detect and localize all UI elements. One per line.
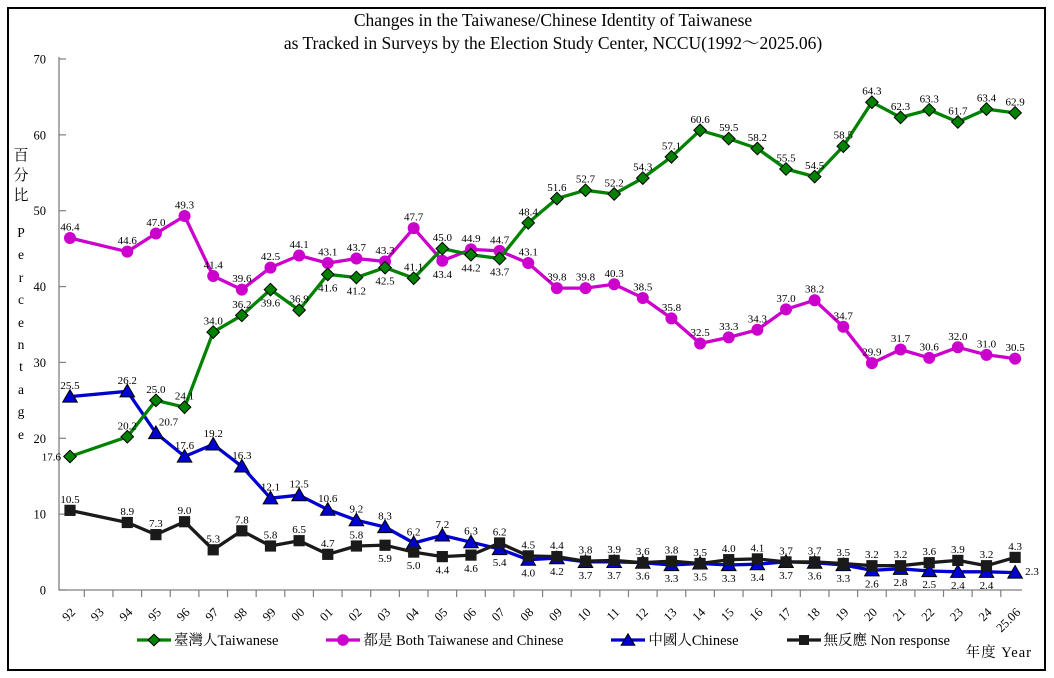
both-point-label: 43.1 xyxy=(318,246,338,259)
x-tick-label: 16 xyxy=(746,605,766,624)
taiwanese-point-label: 43.7 xyxy=(489,266,510,279)
taiwanese-point-label: 54.5 xyxy=(805,160,825,173)
legend-label-chinese: 中國人Chinese xyxy=(648,633,739,649)
both-marker xyxy=(694,337,706,349)
taiwanese-point-label: 24.1 xyxy=(174,390,195,403)
both-marker xyxy=(665,312,677,324)
non-response-point-label: 3.5 xyxy=(693,546,707,559)
both-marker xyxy=(837,321,849,333)
taiwanese-point-label: 36.2 xyxy=(232,298,252,311)
chinese-point-label: 25.5 xyxy=(60,380,80,393)
both-point-label: 43.1 xyxy=(518,246,538,259)
non-response-point-label: 3.7 xyxy=(779,545,793,558)
x-tick-label: 08 xyxy=(517,605,537,624)
chinese-point-label: 2.4 xyxy=(950,579,965,592)
non-response-point-label: 3.6 xyxy=(922,546,937,559)
non-response-marker xyxy=(236,525,247,536)
taiwanese-marker xyxy=(952,116,965,129)
x-tick-label: 97 xyxy=(202,605,222,624)
chinese-point-label: 5.4 xyxy=(492,557,507,570)
non-response-square-marker-icon xyxy=(786,633,822,647)
chinese-point-label: 2.5 xyxy=(922,579,937,592)
taiwanese-point-label: 62.9 xyxy=(1005,96,1025,109)
taiwanese-marker xyxy=(1009,107,1022,120)
x-tick-label: 19 xyxy=(832,605,852,624)
taiwanese-point-label: 63.4 xyxy=(976,92,997,105)
non-response-marker xyxy=(294,535,305,546)
x-tick-label: 23 xyxy=(947,605,966,624)
chinese-point-label: 3.7 xyxy=(578,569,593,582)
chinese-point-label: 3.3 xyxy=(721,572,736,585)
chinese-point-label: 3.7 xyxy=(779,569,793,582)
both-point-label: 32.0 xyxy=(948,330,968,343)
chinese-point-label: 2.4 xyxy=(979,579,994,592)
taiwanese-marker xyxy=(923,104,936,117)
chinese-point-label: 3.7 xyxy=(607,569,622,582)
x-tick-label: 00 xyxy=(288,605,308,624)
taiwanese-point-label: 54.3 xyxy=(633,161,653,174)
chinese-point-label: 7.2 xyxy=(435,518,450,531)
non-response-point-label: 4.4 xyxy=(435,564,450,577)
taiwanese-point-label: 55.5 xyxy=(776,152,796,165)
taiwanese-diamond-marker-icon xyxy=(136,633,172,647)
chart-title-line2: as Tracked in Surveys by the Election Study Center, NCCU(1992～2025.06) xyxy=(283,32,823,53)
taiwanese-point-label: 39.6 xyxy=(260,297,281,310)
x-tick-label: 02 xyxy=(345,605,365,624)
chinese-point-label: 2.6 xyxy=(865,578,879,591)
x-tick-label: 01 xyxy=(317,605,336,624)
taiwanese-point-label: 20.2 xyxy=(117,420,137,433)
chinese-point-label: 12.1 xyxy=(260,481,281,494)
taiwanese-point-label: 45.0 xyxy=(432,232,452,245)
x-tick-label: 18 xyxy=(804,605,823,624)
taiwanese-marker xyxy=(579,184,592,197)
non-response-point-label: 3.9 xyxy=(607,543,622,556)
chart-title-line1: Changes in the Taiwanese/Chinese Identity of Taiwanese xyxy=(353,10,753,30)
x-tick-label: 96 xyxy=(173,605,193,624)
non-response-point-label: 4.7 xyxy=(320,537,335,550)
both-point-label: 43.7 xyxy=(346,242,367,255)
chinese-point-label: 4.2 xyxy=(550,566,564,579)
series-both-line xyxy=(70,216,1015,363)
both-marker xyxy=(780,303,792,315)
non-response-marker xyxy=(866,560,877,571)
non-response-marker xyxy=(809,556,820,567)
x-tick-label: 07 xyxy=(488,605,508,624)
both-point-label: 39.6 xyxy=(232,273,252,286)
taiwanese-point-label: 42.5 xyxy=(375,275,395,288)
non-response-marker xyxy=(981,560,992,571)
non-response-point-label: 3.5 xyxy=(836,546,851,559)
non-response-point-label: 8.9 xyxy=(120,505,135,518)
legend-item-both xyxy=(325,629,563,650)
non-response-marker xyxy=(322,549,333,560)
non-response-point-label: 5.3 xyxy=(206,533,221,546)
both-marker xyxy=(121,246,133,258)
taiwanese-marker xyxy=(980,103,993,116)
non-response-marker xyxy=(551,551,562,562)
non-response-marker xyxy=(666,556,677,567)
both-marker xyxy=(809,294,821,306)
non-response-point-label: 3.2 xyxy=(979,549,994,562)
taiwanese-point-label: 63.3 xyxy=(919,93,939,106)
chinese-point-label: 9.2 xyxy=(349,503,364,516)
taiwanese-point-label: 34.0 xyxy=(203,315,223,328)
x-tick-label: 11 xyxy=(603,605,623,624)
non-response-point-label: 6.5 xyxy=(292,524,306,537)
taiwanese-point-label: 41.1 xyxy=(404,261,424,274)
both-point-label: 40.3 xyxy=(604,267,624,280)
taiwanese-point-label: 57.1 xyxy=(661,140,682,153)
non-response-marker xyxy=(952,555,963,566)
chinese-point-label: 3.6 xyxy=(807,570,822,583)
chinese-point-label: 2.3 xyxy=(1025,566,1039,579)
both-marker xyxy=(179,210,191,222)
chinese-point-label: 3.3 xyxy=(836,572,851,585)
taiwanese-point-label: 48.4 xyxy=(518,206,538,219)
non-response-marker xyxy=(351,540,362,551)
both-point-label: 43.4 xyxy=(432,268,452,281)
non-response-point-label: 3.2 xyxy=(893,549,908,562)
x-tick-label: 94 xyxy=(116,605,136,624)
both-point-label: 44.6 xyxy=(117,235,137,248)
non-response-marker xyxy=(179,516,190,527)
both-point-label: 47.0 xyxy=(146,216,166,229)
chinese-point-label: 26.2 xyxy=(117,374,137,387)
non-response-point-label: 3.8 xyxy=(578,544,593,557)
non-response-point-label: 3.7 xyxy=(807,545,822,558)
non-response-marker xyxy=(64,505,75,516)
both-point-label: 44.9 xyxy=(461,232,481,245)
non-response-point-label: 5.8 xyxy=(349,529,364,542)
both-point-label: 35.8 xyxy=(661,301,682,314)
chinese-point-label: 3.6 xyxy=(635,570,650,583)
y-tick-label: 50 xyxy=(33,204,46,219)
y-tick-label: 10 xyxy=(33,507,46,522)
legend xyxy=(136,629,950,650)
non-response-point-label: 3.6 xyxy=(635,546,650,559)
non-response-marker xyxy=(609,555,620,566)
taiwanese-marker xyxy=(722,132,735,145)
non-response-point-label: 7.8 xyxy=(234,514,249,527)
taiwanese-point-label: 52.2 xyxy=(604,177,624,190)
both-point-label: 39.8 xyxy=(547,271,567,284)
both-marker xyxy=(723,331,735,343)
both-marker xyxy=(236,284,248,296)
x-tick-label: 10 xyxy=(574,605,594,624)
taiwanese-point-label: 62.3 xyxy=(890,100,911,113)
taiwanese-point-label: 52.7 xyxy=(575,173,596,186)
chinese-point-label: 17.6 xyxy=(174,439,195,452)
x-tick-label: 17 xyxy=(775,605,795,624)
non-response-marker xyxy=(780,556,791,567)
taiwanese-point-label: 41.2 xyxy=(346,285,367,298)
taiwanese-marker xyxy=(608,188,621,201)
non-response-marker xyxy=(122,517,133,528)
non-response-point-label: 5.8 xyxy=(263,529,278,542)
both-marker xyxy=(580,282,592,294)
legend-item-non-response xyxy=(786,629,950,650)
both-point-label: 38.5 xyxy=(633,281,653,294)
x-tick-label: 98 xyxy=(231,605,250,624)
both-point-label: 42.5 xyxy=(260,251,281,264)
y-tick-label: 60 xyxy=(33,128,46,143)
taiwanese-point-label: 60.6 xyxy=(690,113,710,126)
both-marker xyxy=(980,349,992,361)
y-axis-title-cjk: 百 分 比 xyxy=(13,148,29,204)
taiwanese-point-label: 51.6 xyxy=(547,182,567,195)
chinese-point-label: 20.7 xyxy=(158,416,179,429)
taiwanese-point-label: 64.3 xyxy=(862,85,882,98)
series-both xyxy=(60,200,1025,370)
both-marker xyxy=(866,357,878,369)
both-point-label: 43.3 xyxy=(375,245,395,258)
both-point-label: 30.6 xyxy=(919,341,939,354)
non-response-point-label: 3.8 xyxy=(664,544,679,557)
x-tick-label: 03 xyxy=(374,605,394,624)
non-response-marker xyxy=(523,550,534,561)
non-response-point-label: 4.1 xyxy=(750,542,765,555)
taiwanese-point-label: 25.0 xyxy=(146,383,166,396)
chinese-point-label: 3.4 xyxy=(750,572,765,585)
non-response-marker xyxy=(1010,552,1021,563)
chinese-point-label: 10.6 xyxy=(318,493,338,506)
taiwanese-point-label: 44.2 xyxy=(461,262,481,275)
both-point-label: 34.7 xyxy=(833,310,853,323)
both-marker xyxy=(350,253,362,265)
non-response-marker xyxy=(265,540,276,551)
x-tick-label: 93 xyxy=(88,605,107,624)
both-point-label: 34.3 xyxy=(747,313,767,326)
y-tick-label: 20 xyxy=(33,431,46,446)
non-response-marker xyxy=(895,560,906,571)
both-marker xyxy=(751,324,763,336)
taiwanese-marker xyxy=(178,401,191,414)
non-response-marker xyxy=(694,558,705,569)
x-tick-label: 09 xyxy=(546,605,566,624)
non-response-marker xyxy=(465,550,476,561)
both-marker xyxy=(608,278,620,290)
both-point-label: 44.7 xyxy=(489,234,510,247)
taiwanese-point-label: 58.5 xyxy=(833,129,853,142)
both-marker xyxy=(895,344,907,356)
x-tick-label: 04 xyxy=(403,605,422,624)
non-response-point-label: 3.9 xyxy=(950,543,965,556)
taiwanese-point-label: 41.6 xyxy=(318,282,338,295)
chinese-point-label: 3.3 xyxy=(664,572,679,585)
y-axis-title-en: P e r c e n t a g e xyxy=(17,225,25,442)
both-marker xyxy=(522,257,534,269)
chinese-point-label: 19.2 xyxy=(203,427,223,440)
x-tick-label: 21 xyxy=(889,605,909,624)
chinese-point-label: 6.2 xyxy=(406,526,421,539)
legend-item-chinese xyxy=(610,629,738,650)
legend-item-taiwanese xyxy=(136,629,278,650)
both-point-label: 32.5 xyxy=(690,326,710,339)
x-tick-label: 92 xyxy=(59,605,79,624)
both-point-label: 29.9 xyxy=(862,346,882,359)
chinese-point-label: 8.3 xyxy=(378,510,392,523)
x-tick-label: 05 xyxy=(431,605,451,624)
taiwanese-point-label: 58.2 xyxy=(747,132,767,145)
both-marker xyxy=(952,341,964,353)
legend-label-non-response: 無反應 Non response xyxy=(823,633,950,649)
chinese-point-label: 12.5 xyxy=(289,478,309,491)
x-tick-label: 13 xyxy=(660,605,680,624)
both-point-label: 37.0 xyxy=(776,292,796,305)
both-point-label: 30.5 xyxy=(1005,342,1025,355)
non-response-marker xyxy=(437,551,448,562)
taiwanese-marker xyxy=(350,271,363,284)
series-chinese xyxy=(60,375,1039,592)
both-marker xyxy=(264,262,276,274)
both-marker xyxy=(436,255,448,267)
chinese-triangle-marker-icon xyxy=(610,633,646,647)
taiwanese-point-label: 61.7 xyxy=(948,105,968,118)
legend-label-both: 都是 Both Taiwanese and Chinese xyxy=(363,633,564,649)
both-point-label: 41.4 xyxy=(203,259,223,272)
x-axis-title: 年度 Year xyxy=(965,645,1032,661)
both-point-label: 47.7 xyxy=(404,211,424,224)
both-marker xyxy=(1009,353,1021,365)
y-tick-label: 0 xyxy=(39,583,46,598)
chinese-point-label: 4.0 xyxy=(521,567,536,580)
non-response-marker xyxy=(723,554,734,565)
both-point-label: 33.3 xyxy=(719,320,739,333)
both-marker xyxy=(637,292,649,304)
non-response-marker xyxy=(379,540,390,551)
taiwanese-point-label: 36.9 xyxy=(289,293,309,306)
both-marker xyxy=(64,232,76,244)
non-response-point-label: 4.6 xyxy=(464,563,478,576)
x-tick-label: 14 xyxy=(689,605,709,624)
y-tick-label: 30 xyxy=(33,355,46,370)
both-marker xyxy=(923,352,935,364)
x-tick-label: 06 xyxy=(460,605,480,624)
both-point-label: 31.7 xyxy=(890,333,911,346)
x-tick-label: 95 xyxy=(145,605,165,624)
both-point-label: 49.3 xyxy=(174,199,195,212)
taiwanese-marker xyxy=(894,111,907,124)
x-tick-label: 99 xyxy=(259,605,279,624)
series-taiwanese xyxy=(42,86,1025,464)
chinese-point-label: 3.5 xyxy=(693,571,707,584)
non-response-marker xyxy=(408,546,419,557)
series-non-response xyxy=(60,494,1022,577)
y-tick-label: 40 xyxy=(33,280,46,295)
non-response-marker xyxy=(838,558,849,569)
non-response-point-label: 4.3 xyxy=(1008,540,1022,553)
taiwanese-marker xyxy=(64,450,77,463)
x-tick-label: 15 xyxy=(718,605,737,624)
x-tick-label: 22 xyxy=(918,605,938,624)
both-marker xyxy=(551,282,563,294)
both-marker xyxy=(293,249,305,261)
both-point-label: 39.8 xyxy=(575,271,596,284)
non-response-marker xyxy=(752,553,763,564)
both-marker xyxy=(207,270,219,282)
non-response-point-label: 3.2 xyxy=(865,549,879,562)
chinese-point-label: 6.3 xyxy=(464,525,478,538)
non-response-point-label: 9.0 xyxy=(177,505,192,518)
both-point-label: 38.2 xyxy=(805,283,825,296)
y-tick-label: 70 xyxy=(33,52,46,67)
non-response-point-label: 4.5 xyxy=(521,539,536,552)
non-response-marker xyxy=(924,557,935,568)
non-response-marker xyxy=(580,556,591,567)
chinese-point-label: 2.8 xyxy=(893,576,908,589)
taiwanese-point-label: 59.5 xyxy=(719,122,739,135)
non-response-marker xyxy=(637,557,648,568)
non-response-point-label: 6.2 xyxy=(492,526,507,539)
x-tick-label: 24 xyxy=(975,605,995,624)
non-response-point-label: 5.0 xyxy=(406,560,421,573)
both-marker xyxy=(408,222,420,234)
chinese-point-label: 16.3 xyxy=(232,449,252,462)
x-tick-label: 12 xyxy=(632,605,651,624)
non-response-point-label: 4.0 xyxy=(721,543,736,556)
non-response-marker xyxy=(208,544,219,555)
x-tick-label: 20 xyxy=(861,605,881,624)
both-point-label: 44.1 xyxy=(289,238,309,251)
non-response-marker xyxy=(150,529,161,540)
non-response-point-label: 5.9 xyxy=(378,553,392,566)
non-response-point-label: 10.5 xyxy=(60,493,80,506)
non-response-point-label: 4.4 xyxy=(550,540,564,553)
both-marker xyxy=(150,227,162,239)
non-response-point-label: 7.3 xyxy=(149,518,163,531)
both-circle-marker-icon xyxy=(325,633,361,647)
taiwanese-point-label: 17.6 xyxy=(41,451,61,464)
both-point-label: 31.0 xyxy=(976,338,997,351)
both-marker xyxy=(322,257,334,269)
non-response-marker xyxy=(494,537,505,548)
both-point-label: 46.4 xyxy=(60,221,80,234)
x-tick-label: 25.06 xyxy=(993,605,1024,636)
legend-label-taiwanese: 臺灣人Taiwanese xyxy=(174,633,279,649)
